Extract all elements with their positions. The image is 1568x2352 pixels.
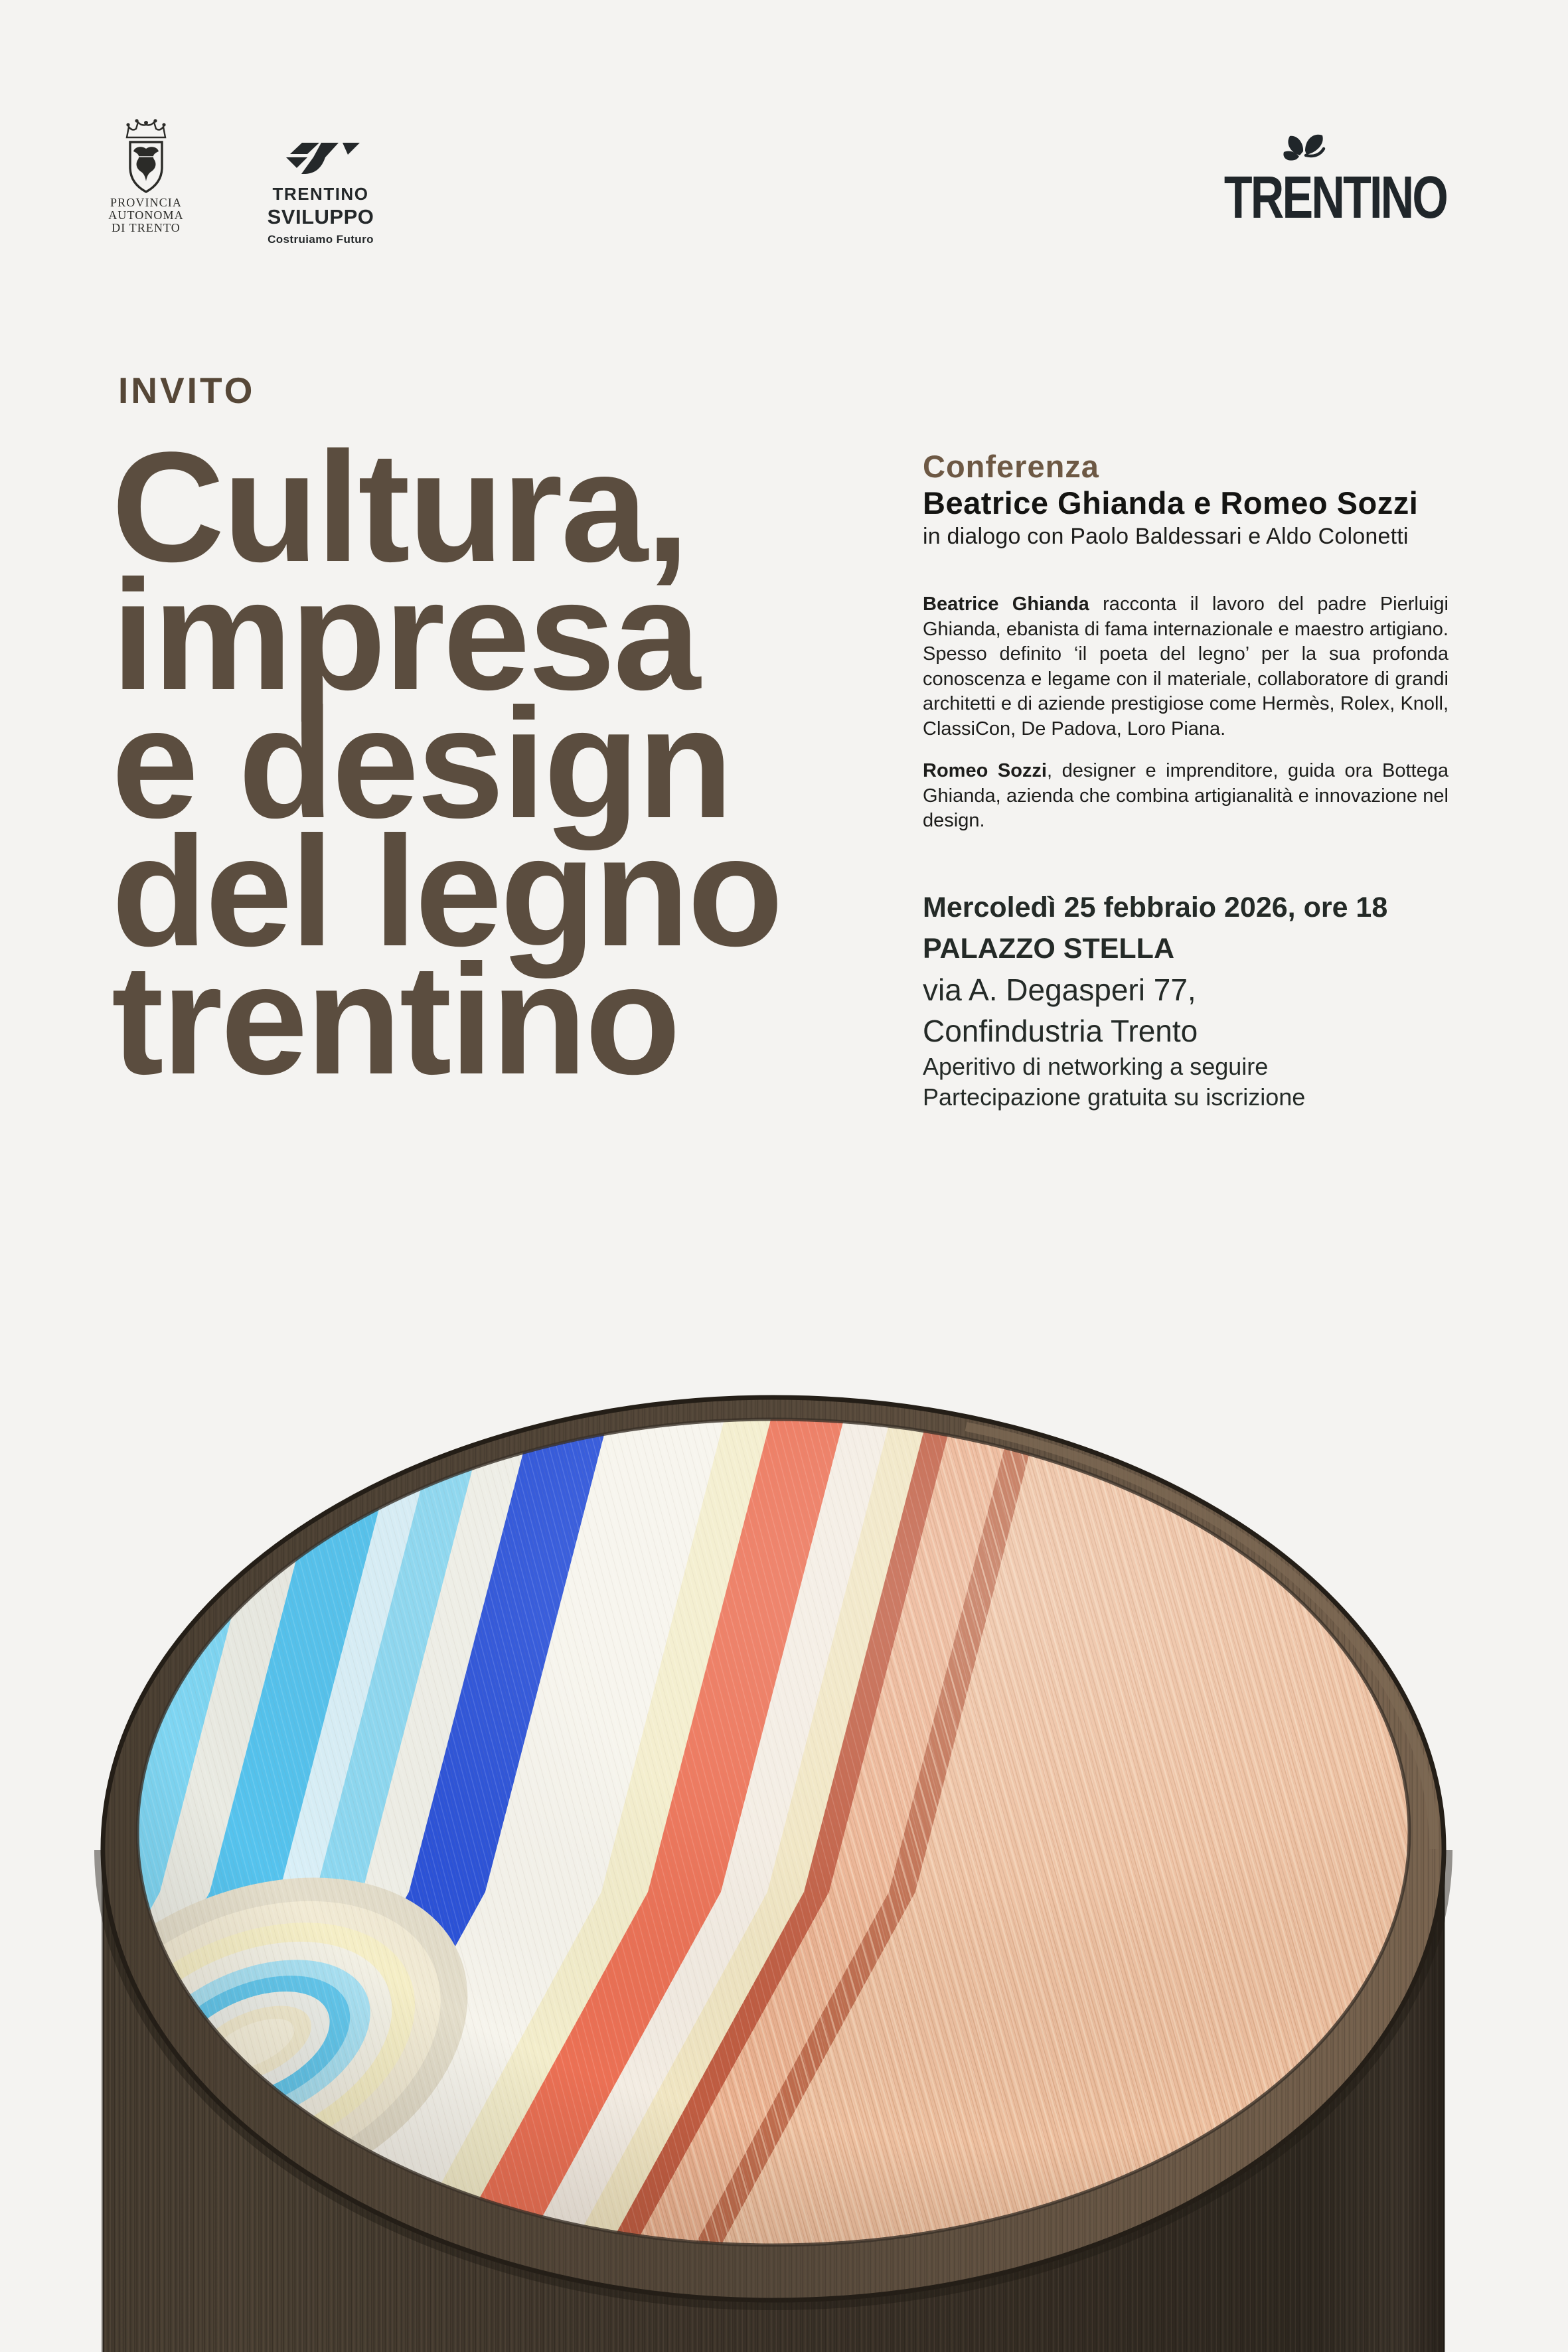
provincia-crest-icon [116, 117, 176, 196]
sviluppo-logo-tagline: Costruiamo Futuro [268, 233, 374, 246]
trentino-butterfly-icon [1283, 135, 1324, 161]
poster-title [112, 420, 781, 1107]
event-block [923, 887, 1449, 1113]
conference-details [923, 449, 1449, 1113]
event-address: via A. Degasperi 77, [923, 972, 1196, 1007]
conference-speakers: Beatrice Ghianda e Romeo Sozzi [923, 485, 1419, 520]
bio-lead: Romeo Sozzi [923, 760, 1047, 781]
event-datetime: Mercoledì 25 febbraio 2026, ore 18 [923, 891, 1388, 923]
trentino-wordmark: TRENTINO [1223, 164, 1447, 226]
bio-text: , designer e imprenditore, guida ora Bottega Ghianda, azienda che combina artigianalità e innovazione nel design. [923, 760, 1449, 831]
bio-lead: Beatrice Ghianda [923, 593, 1089, 615]
logo-trentino-sviluppo [260, 140, 382, 246]
bio-paragraph-romeo [923, 759, 1449, 834]
logo-trentino [1223, 131, 1459, 226]
title-line: del legno [112, 804, 781, 979]
provincia-logo-line: PROVINCIA [110, 196, 182, 209]
provincia-logo-line: AUTONOMA [108, 208, 184, 222]
bio-text: racconta il lavoro del padre Pierluigi Ghianda, ebanista di fama internazionale e maestro artigiano. Spesso definito ‘il poeta del legno’ per la sua profonda conoscenza e legame con il materiale, collaboratore di grandi architetti e di aziende prestigiose come Hermès, Rolex, Knoll, ClassiCon, De Padova, Loro Piana. [923, 593, 1449, 740]
conference-dialogue: in dialogo con Paolo Baldessari e Aldo Colonetti [923, 524, 1409, 549]
sviluppo-mark-icon [280, 140, 361, 177]
event-note-registration: Partecipazione gratuita su iscrizione [923, 1083, 1306, 1111]
bio-paragraph-beatrice [923, 592, 1449, 742]
title-line: impresa [112, 548, 699, 723]
event-venue: PALAZZO STELLA [923, 932, 1175, 965]
logo-provincia-autonoma-trento [88, 117, 204, 234]
event-note-networking: Aperitivo di networking a seguire [923, 1052, 1269, 1080]
title-line: Cultura, [112, 420, 688, 595]
provincia-logo-line: DI TRENTO [112, 221, 181, 234]
sviluppo-logo-line2: SVILUPPO [267, 205, 374, 228]
sviluppo-logo-line1: TRENTINO [272, 184, 369, 204]
title-line: trentino [112, 932, 679, 1107]
title-line: e design [112, 676, 732, 851]
conference-kicker: Conferenza [923, 449, 1099, 484]
wood-cylinder-artwork [0, 1195, 1568, 2352]
invito-label: INVITO [118, 370, 256, 411]
event-organization: Confindustria Trento [923, 1013, 1198, 1048]
